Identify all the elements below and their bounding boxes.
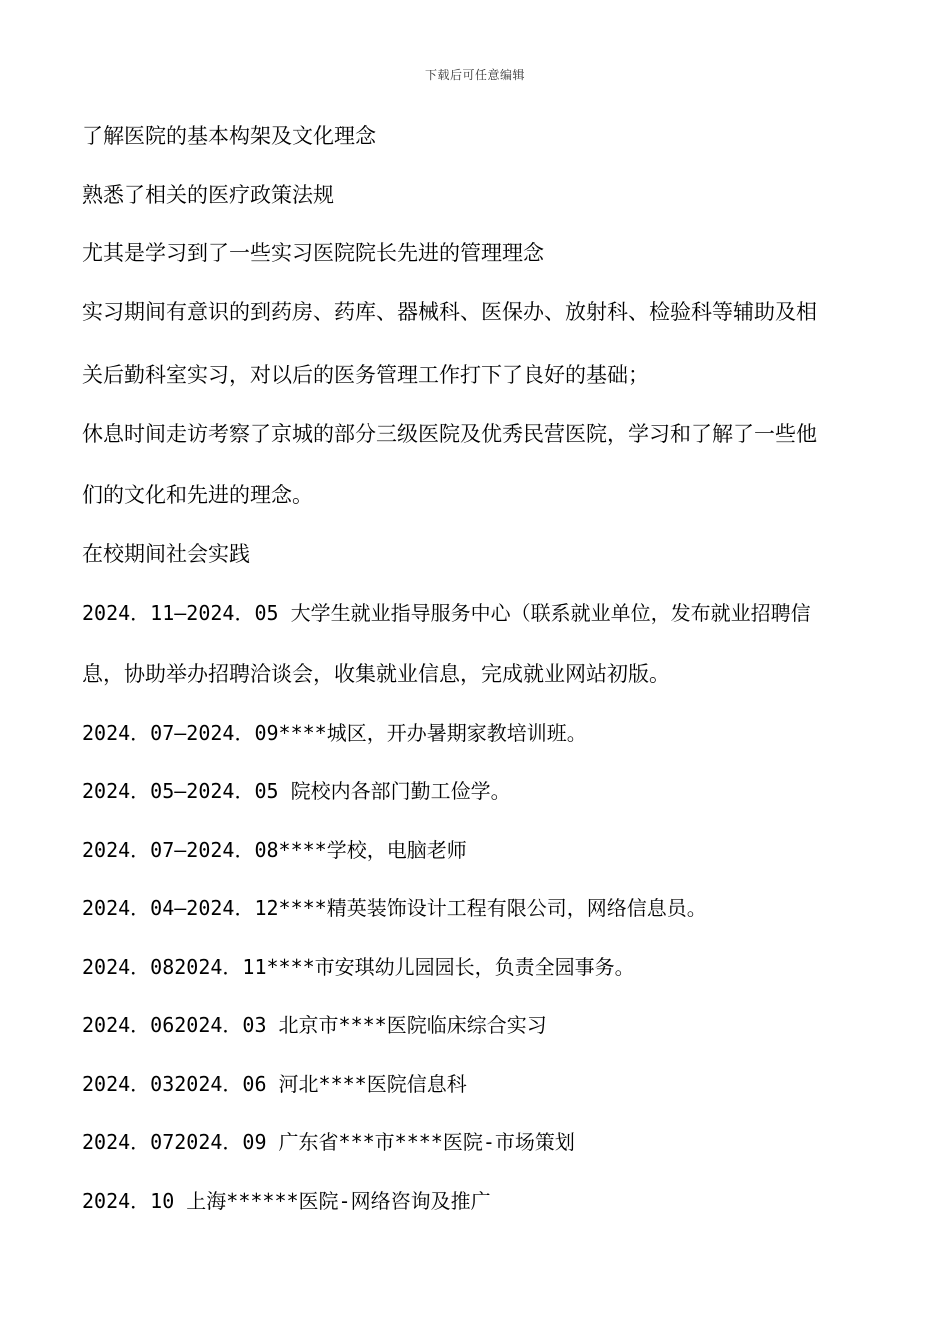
text-line: 2024．07—2024．09****城区，开办暑期家教培训班。 [82, 721, 587, 745]
text-line: 2024．032024．06 河北****医院信息科 [82, 1072, 467, 1096]
text-line: 2024．062024．03 北京市****医院临床综合实习 [82, 1013, 547, 1037]
text-line: 2024．05—2024．05 院校内各部门勤工俭学。 [82, 779, 511, 803]
text-line: 熟悉了相关的医疗政策法规 [82, 183, 334, 207]
text-line: 关后勤科室实习，对以后的医务管理工作打下了良好的基础； [82, 363, 649, 387]
text-line: 2024．04—2024．12****精英装饰设计工程有限公司，网络信息员。 [82, 896, 707, 920]
text-line: 2024．072024．09 广东省***市****医院-市场策划 [82, 1130, 575, 1154]
text-line: 2024．082024．11****市安琪幼儿园园长，负责全园事务。 [82, 955, 635, 979]
text-line: 2024．11—2024．05 大学生就业指导服务中心（联系就业单位，发布就业招聘信 [82, 601, 811, 625]
text-line: 息，协助举办招聘洽谈会，收集就业信息，完成就业网站初版。 [82, 662, 670, 686]
header-note: 下载后可任意编辑 [424, 68, 525, 82]
text-line: 了解医院的基本构架及文化理念 [82, 124, 376, 148]
text-line: 2024．07—2024．08****学校，电脑老师 [82, 838, 467, 862]
text-line: 尤其是学习到了一些实习医院院长先进的管理理念 [82, 241, 544, 265]
section-heading: 在校期间社会实践 [82, 542, 250, 566]
text-line: 实习期间有意识的到药房、药库、器械科、医保办、放射科、检验科等辅助及相 [82, 300, 817, 324]
text-line: 2024．10 上海******医院-网络咨询及推广 [82, 1189, 491, 1213]
text-line: 们的文化和先进的理念。 [82, 483, 313, 507]
text-line: 休息时间走访考察了京城的部分三级医院及优秀民营医院，学习和了解了一些他 [82, 422, 817, 446]
